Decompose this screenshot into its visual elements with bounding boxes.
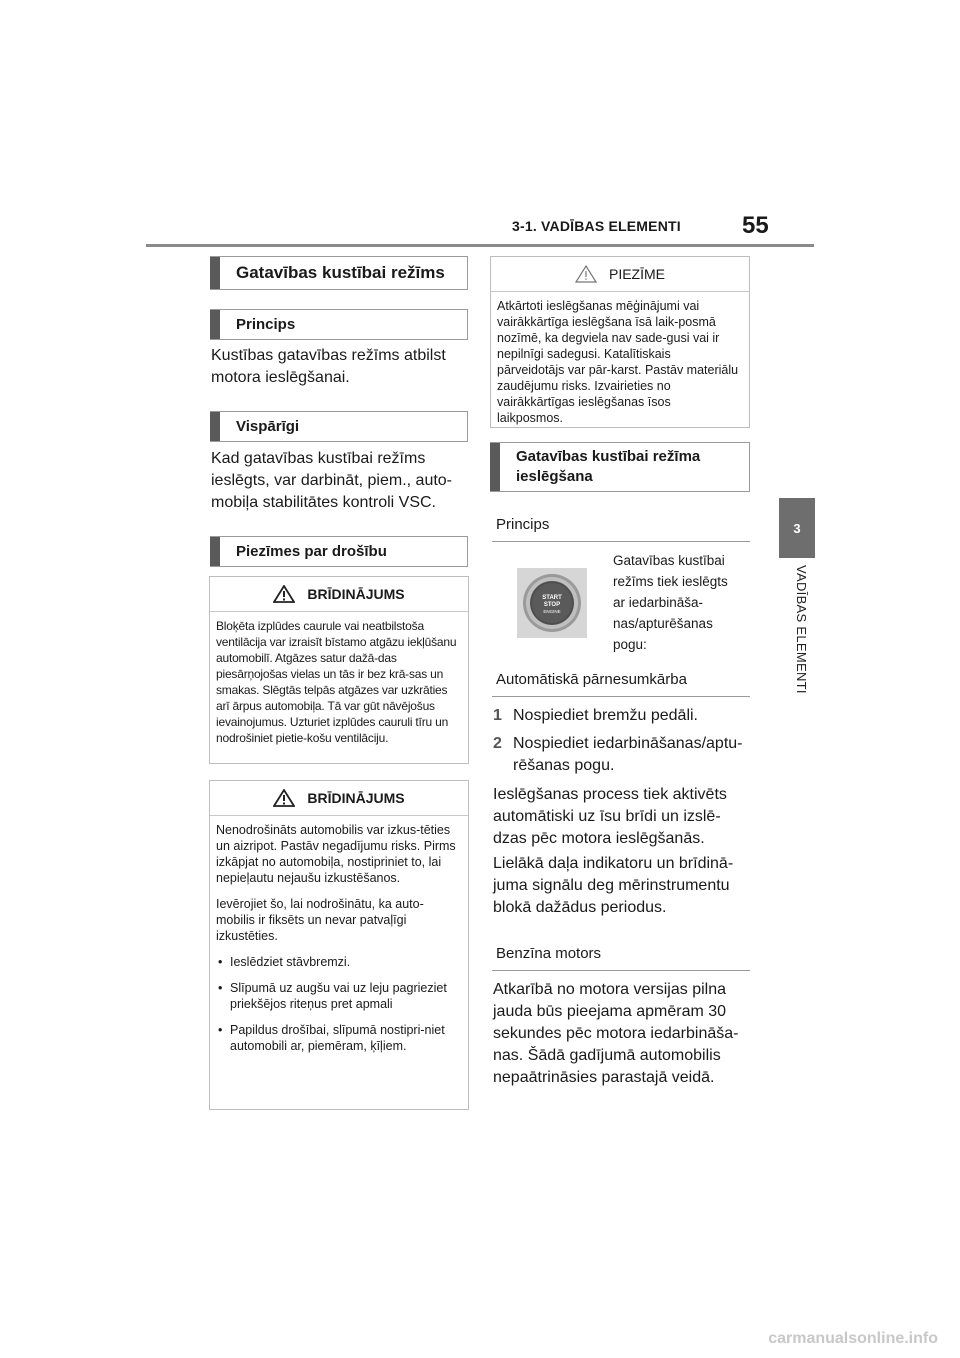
warning-paragraph: Nenodrošināts automobilis var izkus-tēties un aizripot. Pastāv negadījumu risks. Pirms izkāpjat no automobiļa, nostipriniet to, lai nepieļautu nejaušu izkustēšanos.	[216, 823, 456, 885]
step-text: Nospiediet iedarbināšanas/aptu-rēšanas pogu.	[513, 735, 743, 774]
subheading-text: Princips	[236, 315, 296, 333]
running-head: 3-1. VADĪBAS ELEMENTI	[512, 218, 681, 234]
heading-bar	[210, 257, 220, 289]
start-stop-button-photo	[517, 568, 587, 638]
heading-bar	[210, 412, 220, 441]
section-heading-text: Gatavības kustībai režīma ieslēgšana	[516, 448, 701, 485]
warning-title: BRĪDINĀJUMS	[307, 790, 405, 806]
subheading-principle-right: Princips	[492, 516, 750, 542]
subheading-safety	[210, 536, 468, 567]
warning-title: BRĪDINĀJUMS	[307, 586, 405, 602]
principle-text: Kustības gatavības režīms atbilst motora ieslēgšanai.	[211, 347, 446, 386]
button-label-engine: ENGINE	[543, 609, 561, 614]
subheading-text: Vispārīgi	[236, 417, 300, 435]
step-item	[493, 733, 749, 777]
subheading-automatic: Automātiskā pārnesumkārba	[492, 671, 750, 697]
chapter-tab-label: VADĪBAS ELEMENTI	[794, 565, 809, 694]
step-number: 1	[493, 707, 502, 724]
bullet-item: • Ieslēdziet stāvbremzi.	[216, 954, 458, 970]
section-heading-activation	[490, 442, 750, 492]
heading-bar	[210, 310, 220, 339]
button-label-stop: STOP	[543, 602, 561, 608]
steps-list	[493, 705, 749, 783]
subheading-petrol: Benzīna motors	[492, 945, 750, 971]
note-title: PIEZĪME	[608, 266, 665, 282]
warning-box-exhaust	[209, 576, 469, 764]
step-number: 2	[493, 735, 502, 752]
heading-bar	[490, 443, 500, 491]
start-stop-engine-icon	[517, 568, 587, 638]
warning-paragraph: Ievērojiet šo, lai nodrošinātu, ka auto-mobilis ir fiksēts un nevar patvaļīgi izkustēties.	[216, 897, 424, 943]
bullet-item: • Slīpumā uz augšu vai uz leju pagrieziet priekšējos riteņus pret apmali	[216, 980, 458, 1012]
chapter-tab-number: 3	[793, 520, 801, 536]
note-triangle-icon	[575, 265, 597, 283]
auto-paragraph-1: Ieslēgšanas process tiek aktivēts automātiski uz īsu brīdi un izslē-dzas pēc motora ieslēgšanās.	[493, 786, 727, 847]
warning-title-bar	[210, 577, 468, 612]
warning-text: Bloķēta izplūdes caurule vai neatbilstoša ventilācija var izraisīt bīstamo atgāzu iekļūšanu automobilī. Atgāzes satur dažā-das piesārņojošas vielas un tās ir bez krā-sas un smakas. Slēgtās telpās atgāzes var uzkrāties arī ārpus automobiļa. Tā var gūt nāvējošus ievainojumus. Uzturiet izplūdes cauruli tīru un nodrošiniet pietie-košu ventilāciju.	[216, 619, 457, 745]
header-rule	[146, 244, 814, 247]
warning-body	[210, 816, 468, 1062]
subheading-general	[210, 411, 468, 442]
bullet-item: • Papildus drošībai, slīpumā nostipri-niet automobili ar, piemēram, ķīļiem.	[216, 1022, 458, 1054]
chapter-tab	[779, 498, 815, 558]
principle-caption: Gatavības kustībai režīms tiek ieslēgts ar iedarbināša-nas/apturēšanas pogu:	[613, 553, 728, 652]
subheading-principle	[210, 309, 468, 340]
page-number: 55	[742, 212, 769, 239]
subheading-text: Piezīmes par drošību	[236, 542, 387, 560]
note-box	[490, 256, 750, 428]
step-text: Nospiediet bremžu pedāli.	[513, 707, 698, 724]
warning-box-parking	[209, 780, 469, 1110]
note-title-bar	[491, 257, 749, 292]
heading-bar	[210, 537, 220, 566]
warning-triangle-icon	[273, 789, 295, 807]
auto-paragraph-2: Lielākā daļa indikatoru un brīdinā-juma signālu deg mērinstrumentu blokā dažādus periodus.	[493, 855, 734, 916]
general-text: Kad gatavības kustībai režīms ieslēgts, var darbināt, piem., auto-mobiļa stabilitātes kontroli VSC.	[211, 450, 453, 511]
button-label-start: START	[542, 595, 562, 601]
watermark: carmanualsonline.info	[768, 1330, 938, 1347]
warning-triangle-icon	[273, 585, 295, 603]
petrol-text: Atkarībā no motora versijas pilna jauda būs pieejama apmēram 30 sekundes pēc motora iedarbināša-nas. Šādā gadījumā automobilis nepaātrināsies parastajā veidā.	[493, 981, 739, 1086]
note-text: Atkārtoti ieslēgšanas mēģinājumi vai vairākkārtīga ieslēgšana īsā laik-posmā nozīmē, ka degviela nav sade-gusi vai ir nepilnīgi sadegusi. Katalītiskais pārveidotājs var pār-karst. Pastāv materiālu zaudējumu risks. Izvairieties no vairākkārtīgas ieslēgšanas īsos laikposmos.	[497, 299, 739, 425]
warning-bullet-list	[216, 954, 458, 1054]
step-item	[493, 705, 749, 727]
section-heading-text: Gatavības kustībai režīms	[236, 263, 445, 282]
section-heading-ready-mode	[210, 256, 468, 290]
warning-title-bar	[210, 781, 468, 816]
